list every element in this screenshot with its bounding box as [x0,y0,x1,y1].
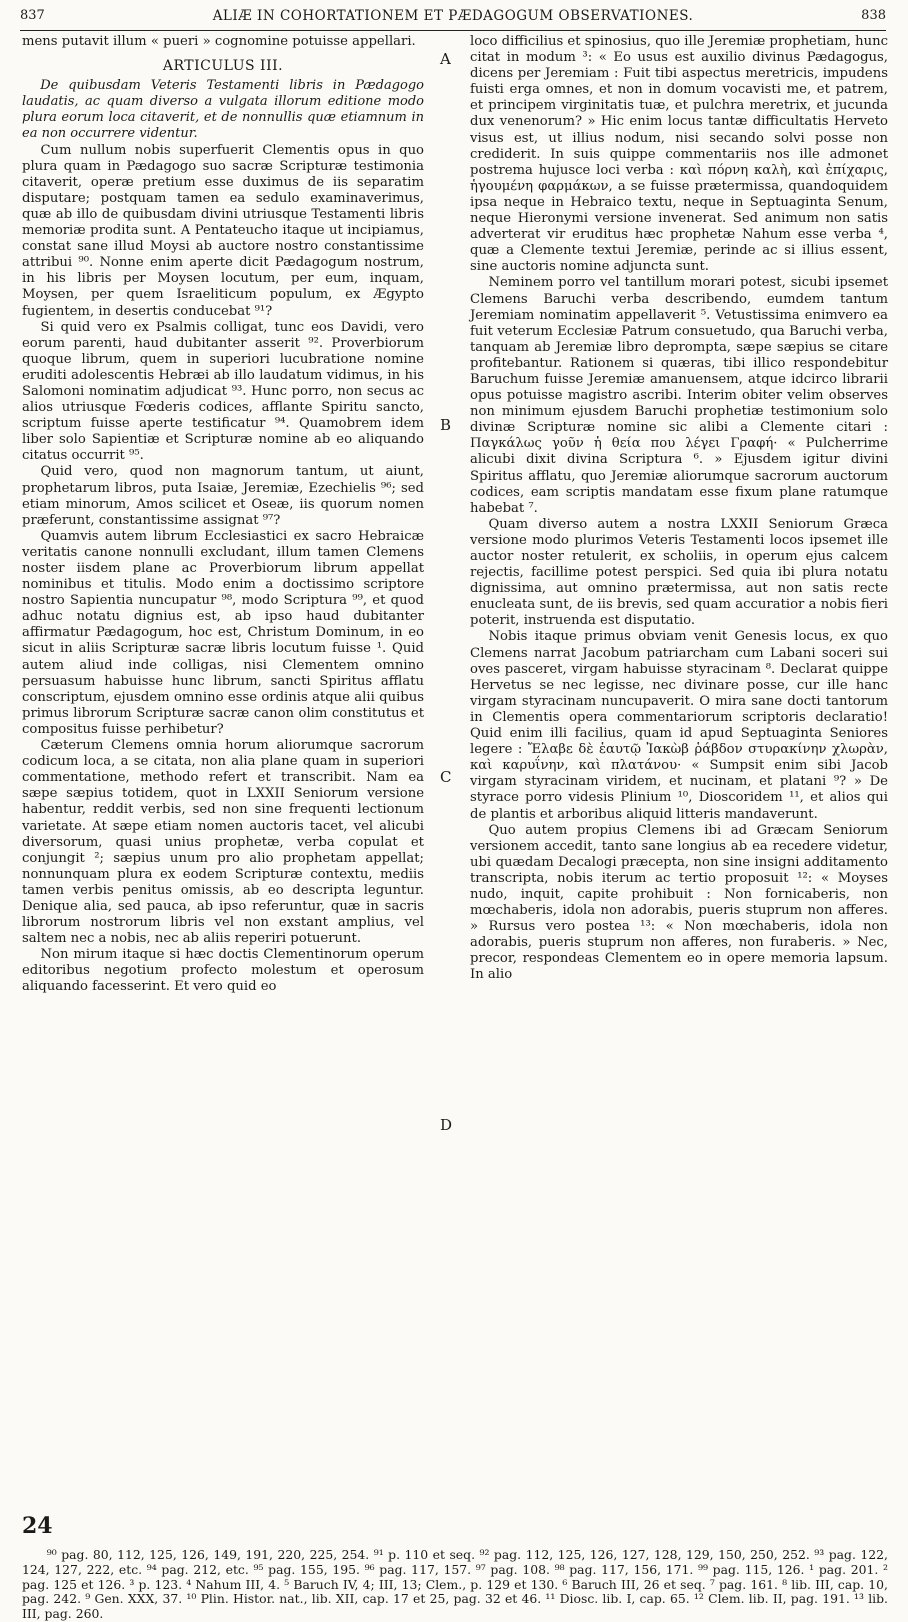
paragraph: loco difficilius et spinosius, quo ille Jeremiæ prophetiam, hunc citat in modum ³: « Eo usus est auxilio divinus Pædagogus, dicens per Jeremiam : Fuit tibi aspectus meretricis, impudens fuisti erga omnes, et non in domum vocavisti me, et patrem, et principem virginitatis tuæ, et pulchra meretrix, et jucunda dux venenorum? » Hic enim locus tantæ difficultatis Herveto visus est, ut illius nodum, nisi secando solvi posse non crediderit. In suis quippe commentariis nos ille admonet postrema hujusce loci verba : καὶ πόρνη καλὴ, καὶ ἐπίχαρις, ἡγουμένη φαρμάκων, a se fuisse prætermissa, quandoquidem ipsa neque in Hebraico textu, neque in Septuaginta Senum, neque Hieronymi versione invenerat. Sed animum non satis adverterat vir eruditus hæc prophetæ Nahum esse verba ⁴, quæ a Clemente textui Jeremiæ, perinde ac si illius essent, sine auctoris nomine adjuncta sunt. [470,34,888,275]
margin-letter-b: B [440,416,452,434]
article-heading: ARTICULUS III. [162,58,284,75]
page-number-left: 837 [20,8,45,23]
running-header [20,8,886,30]
margin-letter-d: D [440,1116,453,1134]
paragraph: Quamvis autem librum Ecclesiastici ex sacro Hebraicæ veritatis canone nonnulli excludant, illum tamen Clemens noster iisdem plane ac Proverbiorum librum appellat nominibus et titulis. Modo enim a doctissimo scriptore nostro Sapientia nuncupatur ⁹⁸, modo Scriptura ⁹⁹, et quod adhuc notatu dignius est, ab ipso haud dubitanter affirmatur Pædagogum, hoc est, Christum Dominum, in eo sicut in aliis Scripturæ sacræ libris locutum fuisse ¹. Quid autem aliud inde colligas, nisi Clementem omnino persuasum habuisse hunc librum, sancti Spiritus afflatu conscriptum, ejusdem omnino esse ordinis atque alii quibus primus librorum Scripturæ sacræ canon olim constitutus et compositus fuisse perhibetur? [22,528,424,737]
paragraph: Quo autem propius Clemens ibi ad Græcam Seniorum versionem accedit, tanto sane longius ab ea recedere videtur, ubi quædam Decalogi præcepta, non sine insigni additamento transcripta, nobis iterum ac tertio proposuit ¹²: « Moyses nudo, inquit, capite prohibuit : Non fornicaberis, non mœchaberis, idola non adorabis, pueris stuprum non afferes. » Rursus vero postea ¹³: « Non mœchaberis, idola non adorabis, pueris stuprum non afferes, non furaberis. » Nec, precor, respondeas Clementem eo in opere memoria lapsum. In alio [470,822,888,983]
paragraph: Si quid vero ex Psalmis colligat, tunc eos Davidi, vero eorum parenti, haud dubitanter asserit ⁹². Proverbiorum quoque librum, quem in superiori lucubratione nomine eruditi adolescentis Hebræi ab illo laudatum vidimus, in his Salomoni nominatim adjudicat ⁹³. Hunc porro, non secus ac alios utriusque Fœderis codices, afflante Spiritu sancto, scriptum fuisse aperte testificatur ⁹⁴. Quamobrem idem liber solo Sapientiæ et Scripturæ nomine ab eo aliquando citatus occurrit ⁹⁵. [22,319,424,464]
paragraph: Cæterum Clemens omnia horum aliorumque sacrorum codicum loca, a se citata, non alia plane quam in superiori commentatione, methodo refert et transcribit. Nam ea sæpe sæpius totidem, quot in LXXII Seniorum versione habentur, reddit verbis, sed non sine frequenti lectionum varietate. At sæpe etiam nomen auctoris tacet, vel alicubi diversorum, quasi unius prophetæ, verba copulat et conjungit ²; sæpius unum pro alio prophetam appellat; nonnunquam plura ex eodem Scripturæ contextu, mediis tamen verbis penitus omissis, ab eo descripta leguntur. Denique alia, sed pauca, ab ipso referuntur, quæ in sacris librorum nostrorum libris vel non exstant amplius, vel saltem nec a nobis, nec ab aliis reperiri potuerunt. [22,738,424,947]
paragraph: mens putavit illum « pueri » cognomine potuisse appellari. [22,34,416,49]
running-title: ALIÆ IN COHORTATIONEM ET PÆDAGOGUM OBSERVATIONES. [212,8,694,24]
paragraph: Cum nullum nobis superfuerit Clementis opus in quo plura quam in Pædagogo suo sacræ Scripturæ testimonia citaverit, operæ pretium esse duximus de iis separatim disputare; postquam tamen ea sedulo examinaverimus, quæ ab illo de quibusdam divini utriusque Testamenti libris memoriæ prodita sunt. A Pentateucho itaque ut incipiamus, constat sane illud Moysi ab auctore nostro constantissime attribui ⁹⁰. Nonne enim aperte dicit Pædagogum nostrum, in his libris per Moysen locutum, per eum, inquam, Moysen, per quem Israeliticum populum, ex Ægypto fugientem, in desertis conducebat ⁹¹? [22,142,424,319]
margin-letter-a: A [440,50,451,68]
paragraph: Non mirum itaque si hæc doctis Clementinorum operum editoribus negotium profecto molestum et operosum aliquando facesserint. Et vero quid eo [22,947,424,995]
signature-mark: 24 [22,1513,53,1539]
paragraph: Neminem porro vel tantillum morari potest, sicubi ipsemet Clemens Baruchi verba describendo, eumdem tantum Jeremiam nominatim appellaverit ⁵. Vetustissima enimvero ea fuit veterum Ecclesiæ Patrum consuetudo, qua Baruchi verba, tanquam ab Jeremiæ libro deprompta, sæpe sæpius se citare profitebantur. Rationem si quæras, tibi illico respondebitur Baruchum fuisse Jeremiæ amanuensem, atque idcirco librarii opus potuisse magistro ascribi. Interim obiter velim observes non minimum ejusdem Baruchi prophetiæ testimonium solo divinæ Scripturæ nomine sic alibi a Clemente citari : Παγκάλως γοῦν ἡ θεία που λέγει Γραφή· « Pulcherrime alicubi dixit divina Scriptura ⁶. » Ejusdem igitur divini Spiritus afflatu, quo Jeremiæ aliorumque sacrorum auctorum codices, eam scriptis mandatam esse fixum plane ratumque habebat ⁷. [470,275,888,516]
footnote-block: ⁹⁰ pag. 80, 112, 125, 126, 149, 191, 220, 225, 254. ⁹¹ p. 110 et seq. ⁹² pag. 112, 125, 126, 127, 128, 129, 150, 250, 252. ⁹³ pag. 122, 124, 127, 222, etc. ⁹⁴ pag. 212, etc. ⁹⁵ pag. 155, 195. ⁹⁶ pag. 117, 157. ⁹⁷ pag. 108. ⁹⁸ pag. 117, 156, 171. ⁹⁹ pag. 115, 126. ¹ pag. 201. ² pag. 125 et 126. ³ p. 123. ⁴ Nahum III, 4. ⁵ Baruch IV, 4; III, 13; Clem., p. 129 et 130. ⁶ Baruch III, 26 et seq. ⁷ pag. 161. ⁸ lib. III, cap. 10, pag. 242. ⁹ Gen. XXX, 37. ¹⁰ Plin. Histor. nat., lib. XII, cap. 17 et 25, pag. 32 et 46. ¹¹ Diosc. lib. I, cap. 65. ¹² Clem. lib. II, pag. 191. ¹³ lib. III, pag. 260. [22,1547,888,1622]
right-column [470,34,888,984]
margin-letter-c: C [440,768,452,786]
article-subtitle: De quibusdam Veteris Testamenti libris in Pædagogo laudatis, ac quam diverso a vulgata illorum editione modo plura eorum loca citaverit, et de nonnullis quæ etiamnum in ea non occurrere videntur. [22,78,424,142]
page-number-right: 838 [861,8,886,23]
footnotes [22,1548,888,1622]
paragraph: Quam diverso autem a nostra LXXII Seniorum Græca versione modo plurimos Veteris Testamenti locos ipsemet ille auctor noster retulerit, ex scholiis, in operum ejus calcem rejectis, facillime potest perspici. Sed quia ibi plura notatu dignissima, aut omnino prætermissa, aut non satis recte enucleata sunt, de iis brevis, sed quam accuratior a nobis fieri poterit, instruenda est disputatio. [470,516,888,629]
paragraph: Quid vero, quod non magnorum tantum, ut aiunt, prophetarum libros, puta Isaiæ, Jeremiæ, Ezechielis ⁹⁶; sed etiam minorum, Amos scilicet et Oseæ, iis quorum nomen præferunt, constantissime assignat ⁹⁷? [22,464,424,528]
left-column [22,34,424,996]
header-rule [20,30,886,31]
paragraph: Nobis itaque primus obviam venit Genesis locus, ex quo Clemens narrat Jacobum patriarcham cum Labani soceri sui oves pasceret, virgam habuisse styracinam ⁸. Declarat quippe Hervetus se nec legisse, nec divinare posse, cur ille hanc virgam styracinam nuncupaverit. O mira sane docti tantorum in Clementis opera commentariorum scriptoris declaratio! Quid enim illi facilius, quam id apud Septuaginta Seniores legere : Ἔλαβε δὲ ἑαυτῷ Ἰακὼβ ῥάβδον στυρακίνην χλωρὰν, καὶ καρυΐνην, καὶ πλατάνου· « Sumpsit enim sibi Jacob virgam styracinam viridem, et nucinam, et platani ⁹? » De styrace porro videsis Plinium ¹⁰, Dioscoridem ¹¹, et alios qui de plantis et arboribus aliquid litteris mandaverunt. [470,629,888,822]
